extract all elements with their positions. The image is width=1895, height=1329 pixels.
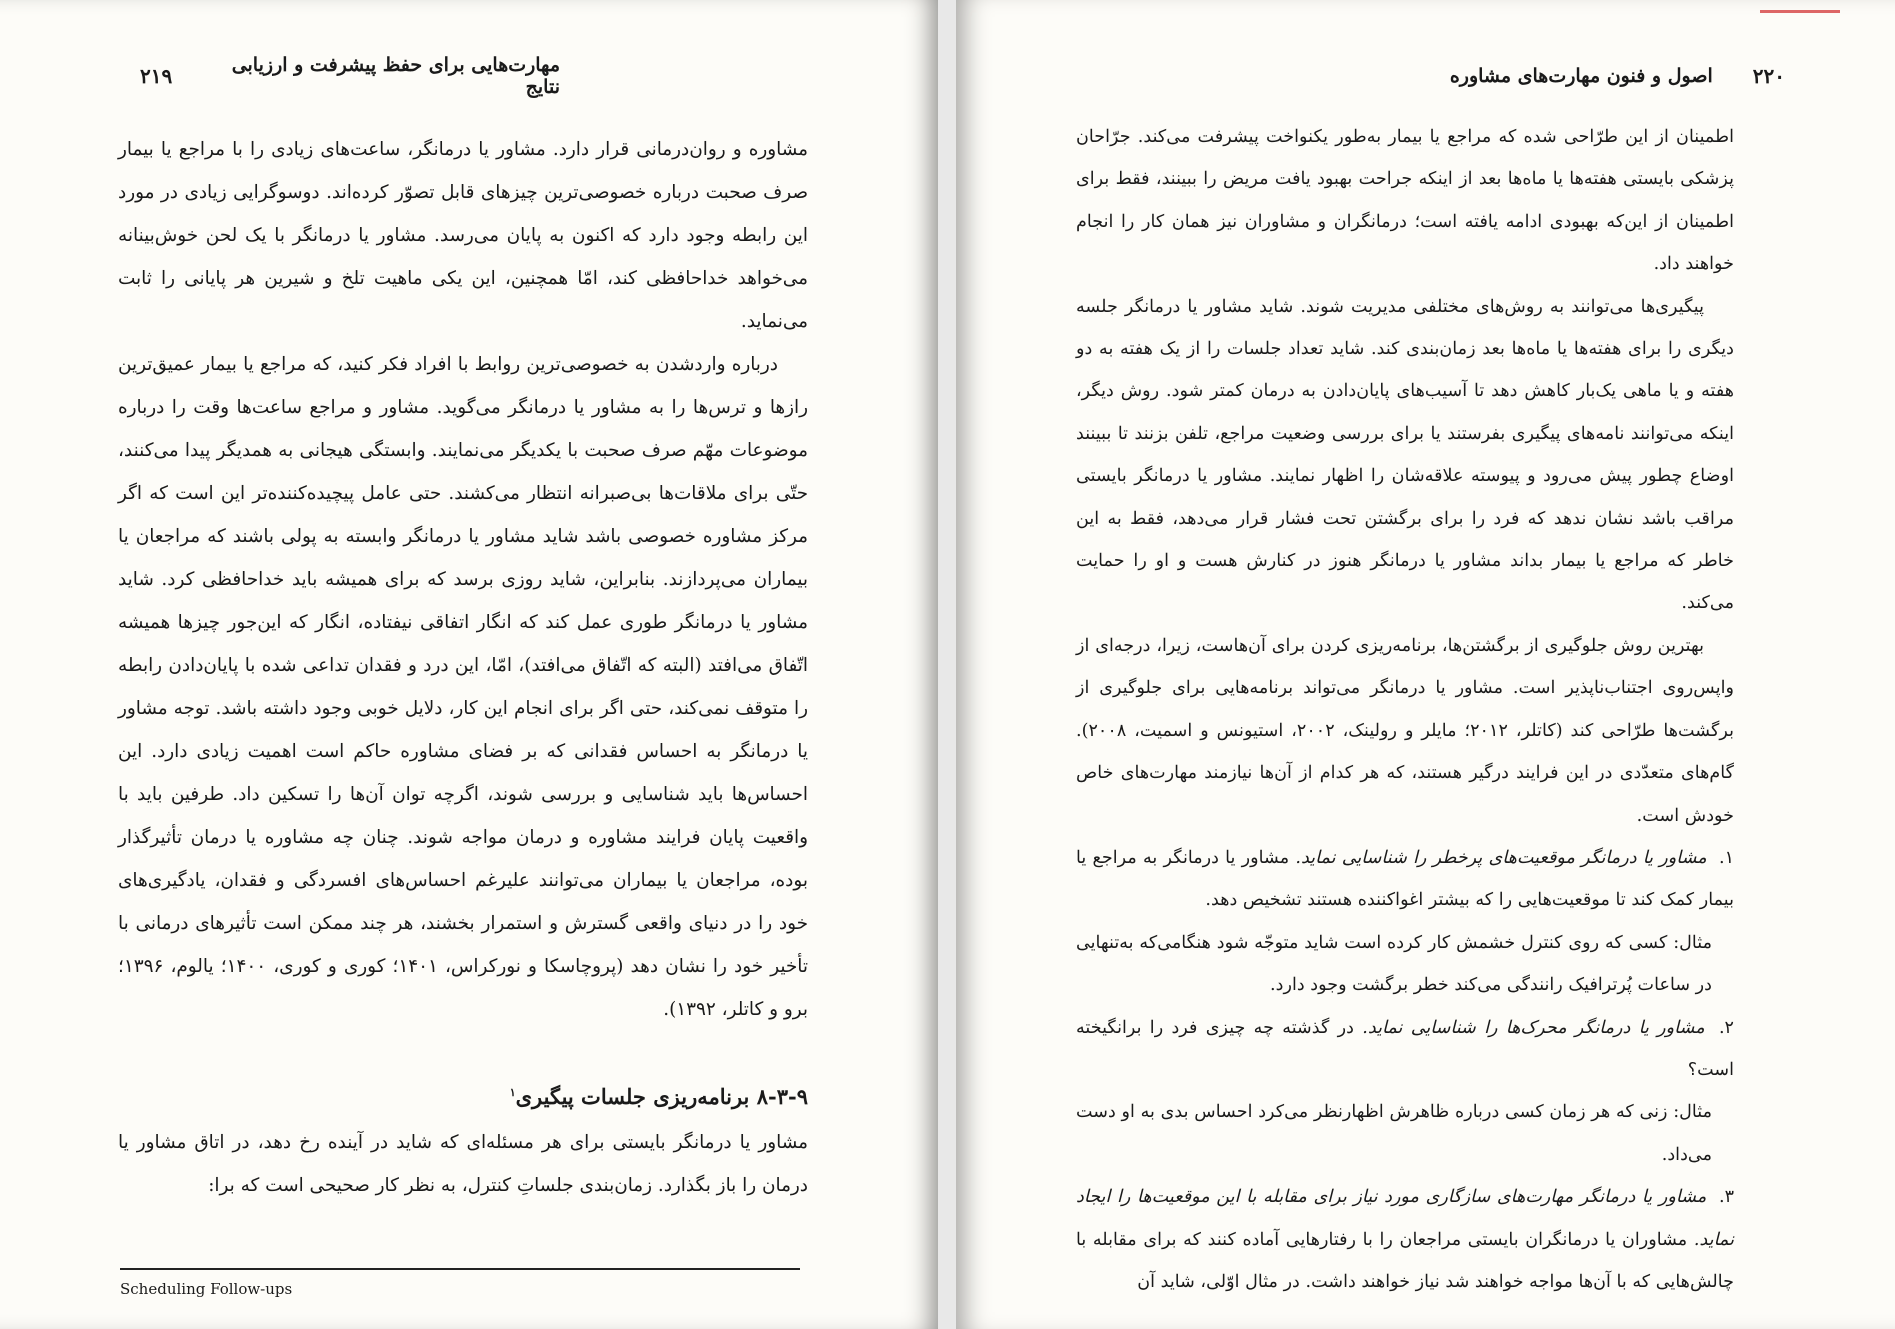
list-item-text: در گذشته چه چیزی فرد را برانگیخته است؟ <box>1076 1017 1734 1080</box>
left-header-title: مهارت‌هایی برای حفظ پیشرفت و ارزیابی نتایج <box>231 54 560 98</box>
list-item-heading: مشاور یا درمانگر موقعیت‌های پرخطر را شناسایی نماید. <box>1295 847 1707 868</box>
right-paragraph-1: اطمینان از این طرّاحی شده که مراجع یا بیمار به‌طور یکنواخت پیشرفت می‌کند. جرّاحان پزشکی بایستی هفته‌ها یا ماه‌ها بعد از اینکه جراحت بهبود یافت مریض را ببینند، فقط برای اطمینان از این‌که بهبودی ادامه یافته است؛ درمانگران و مشاوران نیز همان کار را انجام خواهند داد. <box>1076 127 1734 275</box>
right-page-header <box>1185 56 1785 96</box>
list-item <box>1076 1176 1734 1303</box>
list-item-heading: مشاور یا درمانگر محرک‌ها را شناسایی نماید. <box>1362 1017 1705 1038</box>
list-item-text: مشاور یا درمانگر به مراجع یا بیمار کمک کند تا موقعیت‌هایی را که بیشتر اغواکننده هستند تشخیص دهد. <box>1076 847 1734 911</box>
right-paragraph-3: بهترین روش جلوگیری از برگشتن‌ها، برنامه‌ریزی کردن برای آن‌هاست، زیرا، درجه‌ای از واپس‌روی اجتناب‌ناپذیر است. مشاور یا درمانگر می‌تواند برنامه‌هایی برای جلوگیری از برگشت‌ها طرّاحی کند (کاتلر، ۲۰۱۲؛ مایلر و رولینک، ۲۰۰۲، استیونس و اسمیت، ۲۰۰۸). گام‌های متعدّدی در این فرایند درگیر هستند، که هر کدام از آن‌ها نیازمند مهارت‌های خاص خودش است. <box>1076 635 1734 826</box>
right-body-text <box>1076 116 1734 1303</box>
section-title <box>118 1069 808 1121</box>
left-page <box>0 0 938 1329</box>
left-paragraph-2: درباره واردشدن به خصوصی‌ترین روابط با افراد فکر کنید، که مراجع یا بیمار عمیق‌ترین رازها و ترس‌ها را به مشاور یا درمانگر می‌گوید. مشاور و مراجع ساعت‌ها وقت را درباره موضوعات مهّم صرف صحبت با یکدیگر می‌نمایند. وابستگی هیجانی به همدیگر پیدا می‌کنند، حتّی برای ملاقات‌ها بی‌صبرانه انتظار می‌کشند. حتی عامل پیچیده‌کننده‌تر این است که اگر مرکز مشاوره خصوصی باشد شاید مشاور یا درمانگر وابسته به پولی باشند که مراجعان یا بیماران می‌پردازند. بنابراین، شاید روزی برسد که برای همیشه باید خداحافظی کرد. شاید مشاور یا درمانگر طوری عمل کند که انگار اتفاقی نیفتاده، انگار که این‌جور چیزها همیشه اتّفاق می‌افتد (البته که اتّفاق می‌افتد)، امّا، این درد و فقدان تداعی شده با پایان‌دادن رابطه را متوقف نمی‌کند، حتی اگر برای انجام این کار، دلایل خوبی وجود داشته باشد. توجه مشاور یا درمانگر به احساس فقدانی که بر فضای مشاوره حاکم است اهمیت زیادی دارد. این احساس‌ها باید شناسایی و بررسی شوند، اگرچه توان آن‌ها را تسکین داد. طرفین باید با واقعیت پایان فرایند مشاوره و درمان مواجه شوند. چنان چه مشاوره یا درمان تأثیرگذار بوده، مراجعان یا بیماران می‌توانند علیرغم احساس‌های افسردگی و فقدان، یادگیری‌های خود را در دنیای واقعی گسترش و استمرار بخشند، هر چند ممکن است تأثیرهای درمانی با تأخیر خود را نشان دهد (پروچاسکا و نورکراس، ۱۴۰۱؛ کوری و کوری، ۱۴۰۰؛ یالوم، ۱۳۹۶؛ برو و کاتلر، ۱۳۹۲). <box>118 354 808 1020</box>
list-item-heading: مشاور یا درمانگر مهارت‌های سازگاری مورد نیاز برای مقابله با این موقعیت‌ها را ایجاد نماید. <box>1076 1187 1734 1250</box>
list-item <box>1076 1007 1734 1092</box>
left-section-paragraph: مشاور یا درمانگر بایستی برای هر مسئله‌ای که شاید در آینده رخ دهد، در اتاق مشاور یا درمان را باز بگذارد. زمان‌بندی جلساتِ کنترل، به نظر کار صحیحی است که برا: <box>118 1132 808 1196</box>
left-paragraph-1: مشاوره و روان‌درمانی قرار دارد. مشاور یا درمانگر، ساعت‌های زیادی را با مراجع یا بیمار صرف صحبت درباره خصوصی‌ترین چیزهای قابل تصوّر کرده‌اند. دوسوگرایی زیادی در مورد این رابطه وجود دارد که اکنون به پایان می‌رسد. مشاور یا درمانگر با یک لحن خوش‌بینانه می‌خواهد خداحافظی کند، امّا همچنین، این یکی ماهیت تلخ و شیرین هر پایانی را ثابت می‌نماید. <box>118 139 808 332</box>
right-page <box>956 0 1895 1329</box>
right-paragraph-2: پیگیری‌ها می‌توانند به روش‌های مختلفی مدیریت شوند. شاید مشاور یا درمانگر جلسه دیگری را برای هفته‌ها یا ماه‌ها بعد زمان‌بندی کند. شاید تعداد جلسات را از یک هفته به دو هفته و یا ماهی یک‌بار کاهش دهد تا آسیب‌های پایان‌دادن به درمان کمتر شود. روش دیگر، اینکه می‌توانند نامه‌های پیگیری بفرستند یا برای بررسی وضعیت مراجع، تلفن بزنند تا ببینند اوضاع چطور پیش می‌رود و پیوسته علاقه‌شان را اظهار نمایند. مشاور یا درمانگر بایستی مراقب باشد نشان ندهد که فرد را برای برگشتن تحت فشار قرار می‌دهد، فقط به این خاطر که مراجع یا بیمار بداند مشاور یا درمانگر هنوز در کنارش هست و او را حمایت می‌کند. <box>1076 296 1734 614</box>
page-edge-mark <box>1760 10 1840 13</box>
left-page-header <box>140 56 560 96</box>
list-item-text: مشاوران یا درمانگران بایستی مراجعان را با رفتارهایی آماده کنند که برای مقابله با چالش‌هایی که با آن‌ها مواجه خواهند شد نیاز خواهند داشت. در مثال اوّلی، شاید آن <box>1076 1229 1734 1292</box>
right-page-number: ۲۲۰ <box>1752 64 1785 88</box>
left-body-text <box>118 128 808 1207</box>
list-item <box>1076 837 1734 922</box>
right-header-title: اصول و فنون مهارت‌های مشاوره <box>1449 65 1713 87</box>
section-footnote-mark: ۱ <box>509 1086 516 1099</box>
list-item-number: ۱. <box>1718 847 1735 868</box>
list-item-number: ۲. <box>1718 1017 1734 1038</box>
book-gutter <box>938 0 956 1329</box>
section-title-text: ۸-۳-۹ برنامه‌ریزی جلسات پیگیری <box>515 1084 808 1109</box>
left-page-number: ۲۱۹ <box>140 64 173 88</box>
list-item-number: ۳. <box>1718 1187 1735 1208</box>
list-item-example: مثال: کسی که روی کنترل خشمش کار کرده است شاید متوجّه شود هنگامی‌که به‌تنهایی در ساعات پُرترافیک رانندگی می‌کند خطر برگشت وجود دارد. <box>1076 932 1712 996</box>
footnote-rule <box>120 1268 800 1270</box>
footnote-text: Scheduling Follow-ups <box>120 1280 293 1298</box>
list-item-example: مثال: زنی که هر زمان کسی درباره ظاهرش اظهارنظر می‌کرد احساس بدی به او دست می‌داد. <box>1076 1102 1712 1165</box>
